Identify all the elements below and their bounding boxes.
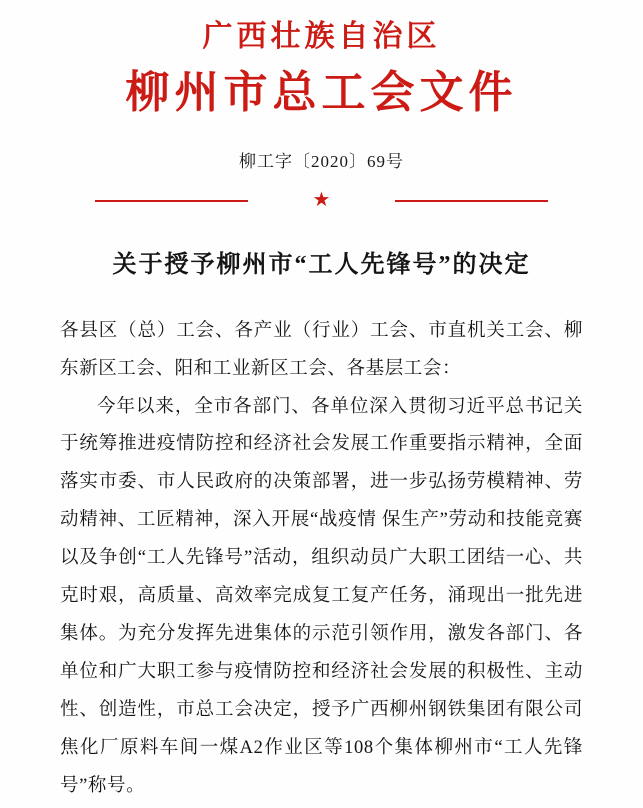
subject-heading: 关于授予柳州市“工人先锋号”的决定 <box>112 251 531 278</box>
masthead <box>60 0 583 121</box>
issuing-region: 广西壮族自治区 <box>202 20 441 53</box>
document-body <box>60 313 583 806</box>
divider-left-bar <box>95 200 248 202</box>
body-paragraph: 今年以来，全市各部门、各单位深入贯彻习近平总书记关于统筹推进疫情防控和经济社会发展工作重要指示精神，全面落实市委、市人民政府的决策部署，进一步弘扬劳模精神、劳动精神、工匠精神，深入开展“战疫情 保生产”劳动和技能竞赛以及争创“工人先锋号”活动，组织动员广大职工团结一心、共克时艰，高质量、高效率完成复工复产任务，涌现出一批先进集体。为充分发挥先进集体的示范引领作用，激发各部门、各单位和广大职工参与疫情防控和经济社会发展的积极性、主动性、创造性，市总工会决定，授予广西柳州钢铁集团有限公司焦化厂原料车间一煤A2作业区等108个集体柳州市“工人先锋号”称号。 <box>60 396 583 796</box>
recipients-paragraph: 各县区（总）工会、各产业（行业）工会、市直机关工会、柳东新区工会、阳和工业新区工会、各基层工会： <box>60 320 583 379</box>
divider-right-bar <box>395 200 548 202</box>
red-divider-rule <box>60 188 583 211</box>
star-icon: ★ <box>312 188 331 211</box>
document-number: 柳工字〔2020〕69号 <box>239 151 404 171</box>
document-title: 柳州市总工会文件 <box>125 67 518 117</box>
